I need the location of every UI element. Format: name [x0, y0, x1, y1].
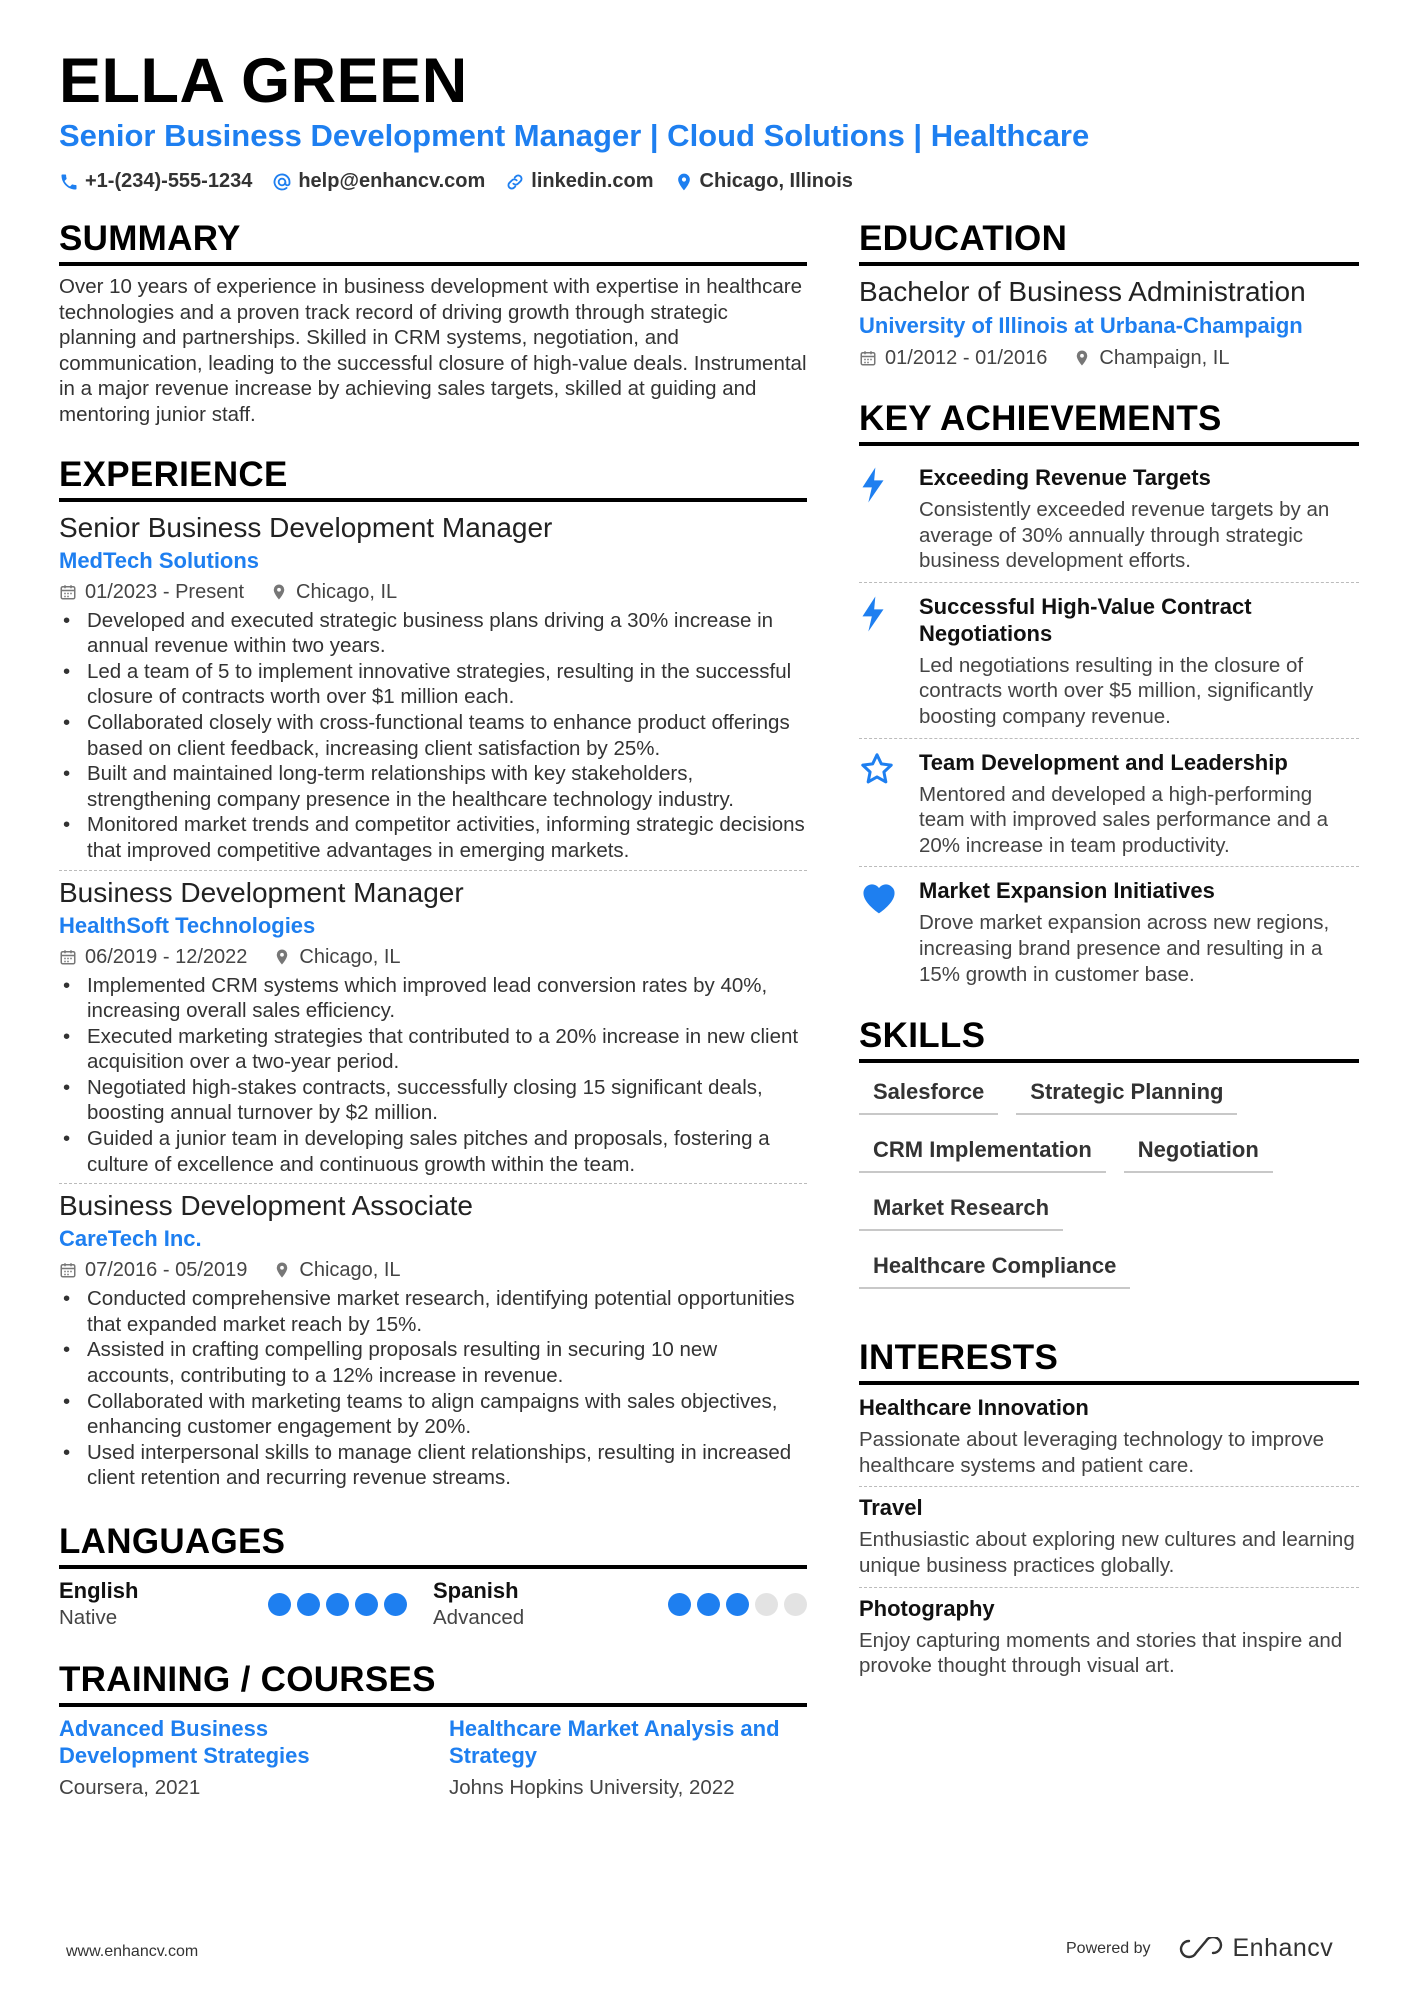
- language-item: [59, 1577, 433, 1631]
- job-bullets: [59, 1286, 807, 1491]
- contact-location: [674, 170, 853, 193]
- achievement-item: [859, 454, 1359, 582]
- contact-location-text: Chicago, Illinois: [699, 170, 853, 192]
- course-item: [449, 1715, 807, 1801]
- course-title[interactable]: Healthcare Market Analysis and Strategy: [449, 1716, 780, 1768]
- rating-dot-filled: [697, 1593, 720, 1616]
- achievement-title: Team Development and Leadership: [919, 749, 1288, 775]
- job-bullet: • Used interpersonal skills to manage client relationships, resulting in increased client retention and recurring revenue streams.: [59, 1440, 807, 1491]
- achievements-heading: KEY ACHIEVEMENTS: [859, 398, 1359, 446]
- job-bullet: • Built and maintained long-term relationships with key stakeholders, strengthening company presence in the healthcare technology industry.: [59, 761, 807, 812]
- language-level: Advanced: [433, 1606, 525, 1629]
- star-icon: [859, 751, 895, 787]
- interest-item: [859, 1486, 1359, 1586]
- job-entry: [59, 870, 807, 1184]
- interest-title: Travel: [859, 1495, 923, 1521]
- enhancv-logo-icon: [1177, 1937, 1225, 1961]
- language-name: Spanish: [433, 1578, 519, 1603]
- interests-section: [859, 1337, 1359, 1687]
- job-meta: [59, 576, 807, 608]
- skill-tag: Negotiation: [1124, 1131, 1273, 1173]
- location-pin-icon: [270, 583, 288, 601]
- job-location: Chicago, IL: [299, 1259, 401, 1282]
- education-section: [859, 218, 1359, 374]
- rating-dot-filled: [668, 1593, 691, 1616]
- brand-name: Enhancv: [1232, 1934, 1334, 1962]
- job-location: Chicago, IL: [299, 945, 401, 968]
- job-bullet: • Negotiated high-stakes contracts, successfully closing 15 significant deals, boosting annual turnover by $2 million.: [59, 1075, 807, 1126]
- skill-tag: Salesforce: [859, 1073, 998, 1115]
- calendar-icon: [59, 948, 77, 966]
- interest-desc: Passionate about leveraging technology to improve healthcare systems and patient care.: [859, 1428, 1324, 1477]
- job-meta: [59, 941, 807, 973]
- job-bullet: • Guided a junior team in developing sales pitches and proposals, fostering a culture of excellence and continuous growth within the team.: [59, 1126, 807, 1177]
- education-school: University of Illinois at Urbana-Champaign: [859, 313, 1303, 338]
- lightning-icon: [859, 595, 887, 633]
- job-title: Senior Business Development Manager: [59, 511, 553, 543]
- skill-tag: CRM Implementation: [859, 1131, 1106, 1173]
- language-rating: [262, 1577, 407, 1631]
- powered-by-label: Powered by: [1066, 1939, 1151, 1957]
- skill-tag: Healthcare Compliance: [859, 1247, 1130, 1289]
- education-degree: Bachelor of Business Administration: [859, 276, 1306, 307]
- calendar-icon: [59, 1261, 77, 1279]
- languages-heading: LANGUAGES: [59, 1521, 807, 1569]
- interest-title: Healthcare Innovation: [859, 1395, 1089, 1421]
- location-pin-icon: [674, 172, 694, 192]
- achievement-title: Market Expansion Initiatives: [919, 878, 1215, 904]
- left-column: [59, 218, 807, 1801]
- achievement-desc: Consistently exceeded revenue targets by an average of 30% annually through strategic business development efforts.: [919, 498, 1330, 573]
- course-meta: Johns Hopkins University, 2022: [449, 1776, 735, 1799]
- course-item: [59, 1715, 449, 1801]
- location-pin-icon: [1073, 349, 1091, 367]
- languages-list: [59, 1577, 807, 1631]
- contact-phone[interactable]: [59, 170, 252, 193]
- job-company: HealthSoft Technologies: [59, 912, 316, 938]
- job-bullet: • Collaborated with marketing teams to align campaigns with sales objectives, enhancing customer engagement by 20%.: [59, 1389, 807, 1440]
- achievement-title: Successful High-Value Contract Negotiations: [919, 593, 1252, 646]
- right-column: [859, 218, 1359, 1687]
- job-title: Business Development Manager: [59, 876, 464, 908]
- language-name: English: [59, 1578, 139, 1603]
- contact-linkedin-text: linkedin.com: [531, 170, 654, 192]
- at-icon: [272, 172, 292, 192]
- heart-icon: [859, 879, 899, 915]
- calendar-icon: [59, 583, 77, 601]
- footer-branding: [1066, 1934, 1333, 1963]
- rating-dot-filled: [726, 1593, 749, 1616]
- interests-heading: INTERESTS: [859, 1337, 1359, 1385]
- course-title[interactable]: Advanced Business Development Strategies: [59, 1716, 310, 1768]
- summary-text: Over 10 years of experience in business development with expertise in healthcare technologies and a proven track record of driving growth through strategic planning and partnerships. Skilled in CRM systems, negotiation, and communication, leading to the successful closure of high-value deals. Instrumental in a major revenue increase by achieving sales targets, skilled at guiding and mentoring junior staff.: [59, 275, 807, 426]
- job-dates: 06/2019 - 12/2022: [85, 945, 248, 968]
- job-dates: 01/2023 - Present: [85, 580, 244, 603]
- job-entry: [59, 1183, 807, 1497]
- achievement-desc: Drove market expansion across new regions, increasing brand presence and resulting in a 15% growth in customer base.: [919, 911, 1330, 986]
- achievement-desc: Mentored and developed a high-performing team with improved sales performance and a 20% increase in team productivity.: [919, 782, 1329, 857]
- job-bullet: • Executed marketing strategies that contributed to a 20% increase in new client acquisition over a two-year period.: [59, 1024, 807, 1075]
- interest-desc: Enthusiastic about exploring new cultures and learning unique business practices globally.: [859, 1528, 1355, 1577]
- achievement-item: [859, 866, 1359, 995]
- footer-website[interactable]: www.enhancv.com: [66, 1943, 199, 1960]
- lightning-icon: [859, 466, 887, 504]
- rating-dot-filled: [268, 1593, 291, 1616]
- job-meta: [59, 1254, 807, 1286]
- contact-email[interactable]: [272, 170, 485, 193]
- languages-section: [59, 1521, 807, 1631]
- contact-phone-text: +1-(234)-555-1234: [85, 170, 253, 192]
- calendar-icon: [859, 349, 877, 367]
- job-bullet: • Conducted comprehensive market research, identifying potential opportunities that expanded market reach by 15%.: [59, 1286, 807, 1337]
- interest-title: Photography: [859, 1595, 995, 1621]
- education-meta: [859, 342, 1359, 374]
- achievement-item: [859, 738, 1359, 867]
- achievement-desc: Led negotiations resulting in the closure of contracts worth over $5 million, significantly boosting company revenue.: [919, 653, 1314, 728]
- education-dates: 01/2012 - 01/2016: [885, 347, 1048, 369]
- rating-dot-filled: [355, 1593, 378, 1616]
- job-bullet: • Collaborated closely with cross-functional teams to enhance product offerings based on client feedback, increasing client satisfaction by 25%.: [59, 710, 807, 761]
- rating-dot-empty: [755, 1593, 778, 1616]
- summary-section: [59, 218, 807, 428]
- phone-icon: [59, 172, 79, 192]
- language-level: Native: [59, 1606, 118, 1629]
- rating-dot-filled: [297, 1593, 320, 1616]
- job-entry: [59, 510, 807, 870]
- skill-tag: Market Research: [859, 1189, 1063, 1231]
- contact-linkedin[interactable]: [505, 170, 653, 193]
- courses-heading: TRAINING / COURSES: [59, 1659, 807, 1707]
- job-company: CareTech Inc.: [59, 1226, 202, 1252]
- interest-item: [859, 1587, 1359, 1687]
- contact-email-text: help@enhancv.com: [298, 170, 486, 192]
- rating-dot-filled: [326, 1593, 349, 1616]
- job-bullet: • Led a team of 5 to implement innovative strategies, resulting in the successful closure of contracts worth over $1 million each.: [59, 659, 807, 710]
- interest-desc: Enjoy capturing moments and stories that inspire and provoke thought through visual art.: [859, 1628, 1343, 1678]
- skills-section: [859, 1015, 1359, 1305]
- job-company: MedTech Solutions: [59, 547, 260, 573]
- rating-dot-empty: [784, 1593, 807, 1616]
- job-location: Chicago, IL: [296, 580, 398, 603]
- job-title: Business Development Associate: [59, 1190, 473, 1222]
- skills-heading: SKILLS: [859, 1015, 1359, 1063]
- job-bullet: • Implemented CRM systems which improved lead conversion rates by 40%, increasing overall sales efficiency.: [59, 973, 807, 1024]
- experience-section: [59, 454, 807, 1497]
- job-bullet: • Developed and executed strategic business plans driving a 30% increase in annual revenue within two years.: [59, 608, 807, 659]
- course-meta: Coursera, 2021: [59, 1776, 201, 1799]
- job-bullets: [59, 973, 807, 1178]
- candidate-title: Senior Business Development Manager | Cloud Solutions | Healthcare: [59, 118, 1090, 153]
- link-icon: [505, 172, 525, 192]
- courses-section: [59, 1659, 807, 1801]
- experience-heading: EXPERIENCE: [59, 454, 807, 502]
- job-dates: 07/2016 - 05/2019: [85, 1259, 248, 1282]
- skill-tag: Strategic Planning: [1016, 1073, 1237, 1115]
- candidate-name: ELLA GREEN: [59, 46, 468, 116]
- courses-list: [59, 1715, 807, 1801]
- job-bullet: • Assisted in crafting compelling proposals resulting in securing 10 new accounts, contributing to a 12% increase in revenue.: [59, 1337, 807, 1388]
- skills-list: [859, 1073, 1359, 1305]
- language-rating: [662, 1577, 807, 1631]
- language-item: [433, 1577, 807, 1631]
- location-pin-icon: [273, 948, 291, 966]
- education-location: Champaign, IL: [1099, 347, 1230, 369]
- summary-heading: SUMMARY: [59, 218, 807, 266]
- achievement-item: [859, 582, 1359, 738]
- rating-dot-filled: [384, 1593, 407, 1616]
- education-heading: EDUCATION: [859, 218, 1359, 266]
- achievements-section: [859, 398, 1359, 995]
- achievement-title: Exceeding Revenue Targets: [919, 465, 1211, 490]
- job-bullets: [59, 608, 807, 864]
- location-pin-icon: [273, 1261, 291, 1279]
- interest-item: [859, 1393, 1359, 1486]
- contact-bar: [59, 170, 873, 193]
- job-bullet: • Monitored market trends and competitor activities, informing strategic decisions that improved competitive advantages in emerging markets.: [59, 812, 807, 863]
